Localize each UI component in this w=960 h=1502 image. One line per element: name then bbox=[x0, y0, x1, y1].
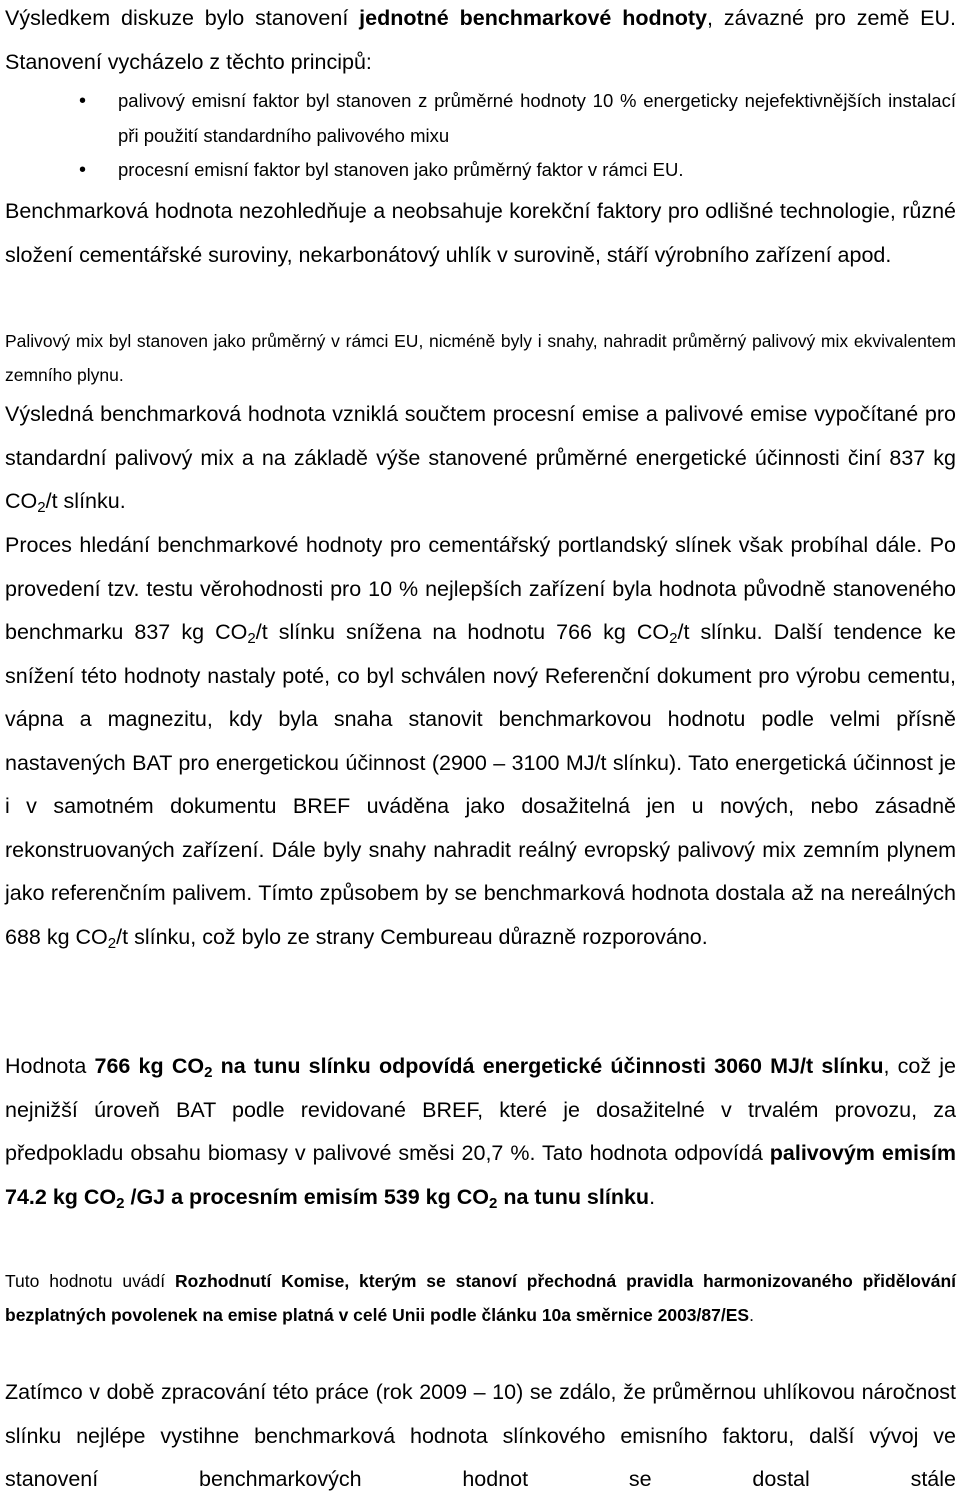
process-text-b: /t slínku snížena na hodnotu 766 kg CO bbox=[255, 620, 670, 644]
value-text-a: Hodnota bbox=[5, 1054, 95, 1078]
paragraph-process bbox=[5, 524, 956, 959]
paragraph-fuel-mix: Palivový mix byl stanoven jako průměrný v rámci EU, nicméně byly i snahy, nahradit průměrný palivový mix ekvivalentem zemního plynu. bbox=[5, 331, 956, 385]
subscript-2: 2 bbox=[107, 934, 117, 952]
process-text-c: /t slínku. Další tendence ke snížení této hodnoty nastaly poté, co byl schválen nový Referenční dokument pro výrobu cementu, vápna a magnezitu, kdy byla snaha stanovit benchmarkovou hodnotu podle velmi přísně nastavených BAT pro energetickou účinnost (2900 – 3100 MJ/t slínku). Tato energetická účinnost je i v samotném dokumentu BREF uváděna jako dosažitelná jen u nových, nebo zásadně rekonstruovaných zařízení. Dále byly snahy nahradit reálný evropský palivový mix zemním plynem jako referenčním palivem. Tímto způsobem by se benchmarková hodnota dostala až na nereálných 688 kg CO bbox=[5, 620, 957, 949]
paragraph-value-766 bbox=[5, 1045, 956, 1219]
subscript-2: 2 bbox=[116, 1194, 125, 1212]
bold-text: na tunu slínku bbox=[497, 1184, 650, 1209]
subscript-2: 2 bbox=[488, 1194, 498, 1212]
paragraph-intro bbox=[5, 0, 956, 84]
result-text-b: /t slínku. bbox=[45, 489, 126, 513]
paragraph-benchmark-note: Benchmarková hodnota nezohledňuje a neobsahuje korekční faktory pro odlišné technologie, různé složení cementářské suroviny, nekarbonátový uhlík v surovině, stáří výrobního zařízení apod. bbox=[5, 199, 956, 267]
subscript-2: 2 bbox=[204, 1063, 213, 1081]
decision-bold: Rozhodnutí Komise, kterým se stanoví přechodná pravidla harmonizovaného přidělování bezplatných povolenek na emise platná v celé Unii podle článku 10a směrnice 2003/87/ES bbox=[5, 1271, 957, 1325]
paragraph-resulting-value bbox=[5, 393, 956, 524]
decision-text-a: Tuto hodnotu uvádí bbox=[5, 1271, 176, 1291]
principles-list bbox=[0, 84, 956, 188]
bold-text: na tunu slínku odpovídá energetické účinnosti 3060 MJ/t slínku bbox=[212, 1054, 884, 1078]
result-text-a: Výsledná benchmarková hodnota vzniklá součtem procesní emise a palivové emise vypočítané pro standardní palivový mix a na základě výše stanovené průměrné energetické účinnosti činí 837 kg CO bbox=[5, 402, 956, 513]
process-text-a: Proces hledání benchmarkové hodnoty pro cementářský portlandský slínek však probíhal dále. Po provedení tzv. testu věrohodnosti pro 10 % nejlepších zařízení byla hodnota původně stanoveného benchmarku 837 kg CO bbox=[5, 533, 956, 644]
process-text-d: /t slínku, což bylo ze strany Cembureau důrazně rozporováno. bbox=[116, 924, 708, 949]
bold-text: 766 kg CO bbox=[94, 1054, 205, 1078]
intro-text-c: , závazné pro země EU. Stanovení vycházelo z těchto principů: bbox=[5, 6, 956, 74]
intro-text-a: Výsledkem diskuze bylo stanovení bbox=[5, 6, 360, 30]
subscript-2: 2 bbox=[247, 629, 256, 647]
paragraph-meanwhile: Zatímco v době zpracování této práce (rok 2009 – 10) se zdálo, že průměrnou uhlíkovou náročnost slínku nejlépe vystihne benchmarková hodnota slínkového emisního faktoru, další vývoj ve stanovení benchmarkových hodnot se dostal stále bbox=[5, 1380, 956, 1491]
paragraph-commission-decision bbox=[5, 1264, 956, 1332]
bold-text: palivovým emisím 74.2 kg CO bbox=[5, 1141, 956, 1209]
list-item: • procesní emisní faktor byl stanoven jako průměrný faktor v rámci EU. bbox=[0, 153, 956, 188]
value-text-e: . bbox=[649, 1184, 656, 1209]
intro-bold: jednotné benchmarkové hodnoty bbox=[359, 6, 708, 30]
value-text-c: , což je nejnižší úroveň BAT podle revidované BREF, které je dosažitelné v trvalém provozu, za předpokladu obsahu biomasy v palivové směsi 20,7 %. Tato hodnota odpovídá bbox=[5, 1054, 956, 1165]
subscript-2: 2 bbox=[37, 498, 46, 516]
bold-text: /GJ a procesním emisím 539 kg CO bbox=[124, 1184, 489, 1209]
decision-text-c: . bbox=[749, 1305, 754, 1325]
list-item: • palivový emisní faktor byl stanoven z průměrné hodnoty 10 % energeticky nejefektivnějších instalací při použití standardního palivového mixu bbox=[0, 84, 956, 153]
subscript-2: 2 bbox=[669, 629, 678, 647]
value-bold-1 bbox=[94, 1054, 884, 1081]
